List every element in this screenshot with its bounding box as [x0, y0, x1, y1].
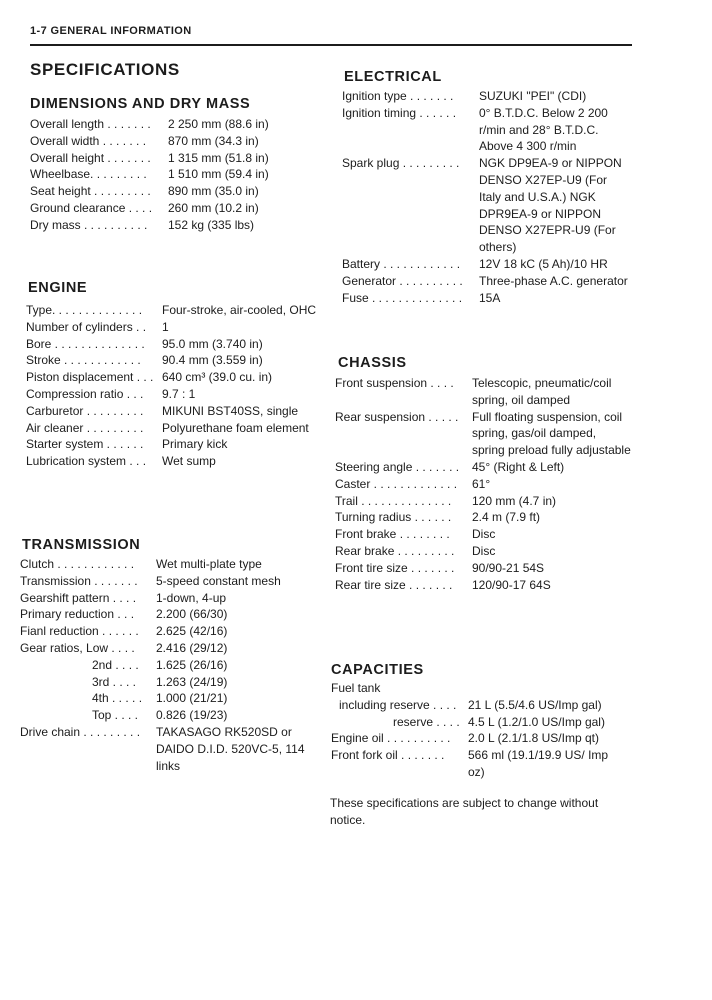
spec-label: 2nd . . . .: [92, 657, 139, 672]
transmission-row: [20, 573, 316, 590]
spec-value: Disc: [472, 543, 496, 558]
engine-row: [26, 386, 322, 403]
spec-value: 1.263 (24/19): [156, 674, 228, 689]
dimensions-row: [30, 166, 318, 183]
electrical-row: [342, 256, 629, 273]
engine-row: [26, 453, 322, 470]
chassis-row: [335, 493, 632, 510]
spec-value: SUZUKI "PEI" (CDI): [479, 89, 587, 103]
spec-label: Drive chain . . . . . . . . .: [20, 724, 141, 739]
spec-value: 260 mm (10.2 in): [168, 200, 259, 215]
spec-label: Type. . . . . . . . . . . . . .: [26, 303, 143, 317]
engine-row: [26, 352, 322, 369]
spec-label: Overall width . . . . . . .: [30, 133, 147, 148]
section-title-dimensions: DIMENSIONS AND DRY MASS: [30, 96, 251, 112]
spec-value: 61°: [472, 476, 491, 491]
dimensions-row: [30, 200, 318, 217]
engine-table: [26, 302, 322, 470]
spec-label: Trail . . . . . . . . . . . . . .: [335, 493, 452, 508]
spec-value: 1-down, 4-up: [156, 590, 227, 605]
spec-value: 120/90-17 64S: [472, 577, 551, 592]
spec-label: 4th . . . . .: [92, 691, 143, 706]
transmission-row: [20, 707, 316, 724]
spec-value: 640 cm³ (39.0 cu. in): [162, 370, 273, 385]
spec-value: 0° B.T.D.C. Below 2 200 r/min and 28° B.T.D.C. Above 4 300 r/min: [479, 105, 608, 154]
spec-value: Four-stroke, air-cooled, OHC: [162, 303, 317, 317]
spec-value: 21 L (5.5/4.6 US/Imp gal): [468, 697, 602, 712]
chassis-row: [335, 509, 632, 526]
spec-label: Number of cylinders . .: [26, 319, 147, 334]
spec-label: Transmission . . . . . . .: [20, 573, 138, 588]
engine-row: [26, 436, 322, 453]
transmission-row: [20, 590, 316, 607]
spec-label: Wheelbase. . . . . . . . .: [30, 167, 147, 182]
capacities-row: [331, 747, 626, 781]
spec-label: Lubrication system . . .: [26, 454, 147, 469]
transmission-table: [20, 556, 316, 774]
spec-value: Full floating suspension, coil spring, gas/oil damped, spring preload fully adjustable: [472, 409, 631, 458]
spec-value: 4.5 L (1.2/1.0 US/Imp gal): [468, 714, 605, 729]
transmission-row: [20, 657, 316, 674]
spec-label: Starter system . . . . . .: [26, 437, 144, 452]
spec-value: 566 ml (19.1/19.9 US/ Imp oz): [468, 748, 609, 779]
page-title: SPECIFICATIONS: [30, 60, 180, 79]
spec-label: Front brake . . . . . . . .: [335, 527, 450, 542]
spec-label: Battery . . . . . . . . . . . .: [342, 256, 461, 271]
disclaimer-note: These specifications are subject to change without notice.: [330, 796, 599, 827]
spec-label: Air cleaner . . . . . . . . .: [26, 420, 144, 435]
spec-value: 90.4 mm (3.559 in): [162, 353, 263, 368]
spec-value: Telescopic, pneumatic/coil spring, oil damped: [472, 376, 612, 407]
chassis-row: [335, 560, 632, 577]
spec-label: Gearshift pattern . . . .: [20, 590, 137, 605]
chassis-row: [335, 409, 632, 459]
chassis-row: [335, 543, 632, 560]
spec-value: Polyurethane foam element: [162, 420, 309, 435]
dimensions-table: [30, 116, 318, 234]
spec-value: [380, 680, 538, 697]
capacities-table: [331, 680, 626, 781]
spec-label: Rear suspension . . . . .: [335, 409, 459, 424]
spec-label: Clutch . . . . . . . . . . . .: [20, 557, 135, 571]
dimensions-row: [30, 116, 318, 133]
spec-value: 15A: [479, 290, 501, 305]
capacities-row: [331, 697, 626, 714]
spec-label: Engine oil . . . . . . . . . .: [331, 731, 451, 746]
spec-label: Spark plug . . . . . . . . .: [342, 156, 460, 171]
spec-label: Steering angle . . . . . . .: [335, 459, 460, 474]
spec-value: 2.416 (29/12): [156, 640, 228, 655]
spec-label: Caster . . . . . . . . . . . . .: [335, 476, 458, 491]
spec-label: Stroke . . . . . . . . . . . .: [26, 353, 141, 368]
engine-row: [26, 302, 322, 319]
chassis-row: [335, 577, 632, 594]
dimensions-row: [30, 183, 318, 200]
spec-value: Disc: [472, 527, 496, 542]
spec-value: 1.000 (21/21): [156, 691, 228, 706]
spec-label: Turning radius . . . . . .: [335, 510, 452, 525]
spec-label: Front suspension . . . .: [335, 376, 454, 390]
spec-value: 2 250 mm (88.6 in): [168, 117, 269, 131]
page-header-text: 1-7 GENERAL INFORMATION: [30, 25, 192, 37]
transmission-row: [20, 556, 316, 573]
spec-label: Fianl reduction . . . . . .: [20, 624, 139, 639]
spec-label: Front tire size . . . . . . .: [335, 560, 455, 575]
spec-label: Generator . . . . . . . . . .: [342, 273, 463, 288]
spec-label: Primary reduction . . .: [20, 607, 135, 622]
electrical-row: [342, 290, 629, 307]
spec-value: Wet multi-plate type: [156, 557, 262, 571]
engine-row: [26, 403, 322, 420]
chassis-row: [335, 526, 632, 543]
chassis-table: [335, 375, 632, 593]
spec-value: 2.0 L (2.1/1.8 US/Imp qt): [468, 731, 599, 746]
transmission-row: [20, 640, 316, 657]
spec-value: Primary kick: [162, 437, 228, 452]
spec-value: 1 315 mm (51.8 in): [168, 150, 269, 165]
capacities-row: [331, 714, 626, 731]
spec-value: TAKASAGO RK520SD or DAIDO D.I.D. 520VC-5, 114 links: [156, 724, 305, 773]
spec-label: Ignition timing . . . . . .: [342, 105, 457, 120]
spec-label: Gear ratios, Low . . . .: [20, 640, 135, 655]
spec-label: Bore . . . . . . . . . . . . . .: [26, 336, 145, 351]
spec-label: Fuel tank: [331, 681, 381, 695]
engine-row: [26, 420, 322, 437]
transmission-row: [20, 724, 316, 774]
spec-label: including reserve . . . .: [339, 697, 457, 712]
spec-label: Fuse . . . . . . . . . . . . . .: [342, 290, 463, 305]
spec-value: 5-speed constant mesh: [156, 573, 281, 588]
spec-label: Top . . . .: [92, 708, 139, 723]
spec-value: MIKUNI BST40SS, single: [162, 403, 299, 418]
section-title-engine: ENGINE: [28, 280, 88, 296]
spec-label: Overall height . . . . . . .: [30, 150, 151, 165]
engine-row: [26, 369, 322, 386]
spec-value: 152 kg (335 lbs): [168, 217, 255, 232]
section-title-capacities: CAPACITIES: [331, 662, 424, 678]
electrical-row: [342, 273, 629, 290]
chassis-row: [335, 476, 632, 493]
spec-label: Seat height . . . . . . . . .: [30, 184, 151, 199]
spec-label: Ignition type . . . . . . .: [342, 89, 454, 103]
spec-value: 1: [162, 319, 169, 334]
chassis-row: [335, 459, 632, 476]
spec-value: 1.625 (26/16): [156, 657, 228, 672]
spec-label: Piston displacement . . .: [26, 370, 154, 385]
spec-value: Three-phase A.C. generator: [479, 273, 628, 288]
transmission-row: [20, 674, 316, 691]
spec-value: 45° (Right & Left): [472, 459, 565, 474]
engine-row: [26, 319, 322, 336]
spec-value: 0.826 (19/23): [156, 708, 228, 723]
transmission-row: [20, 690, 316, 707]
spec-value: 2.625 (42/16): [156, 624, 228, 639]
transmission-row: [20, 623, 316, 640]
electrical-row: [342, 88, 629, 105]
electrical-row: [342, 155, 629, 256]
spec-label: Overall length . . . . . . .: [30, 117, 151, 131]
engine-row: [26, 336, 322, 353]
electrical-table: [342, 88, 629, 306]
capacities-row: [331, 680, 626, 697]
spec-label: Front fork oil . . . . . . .: [331, 748, 445, 763]
section-title-chassis: CHASSIS: [338, 355, 407, 371]
transmission-row: [20, 606, 316, 623]
spec-label: Compression ratio . . .: [26, 386, 144, 401]
spec-label: Rear brake . . . . . . . . .: [335, 543, 455, 558]
chassis-row: [335, 375, 632, 409]
spec-label: Dry mass . . . . . . . . . .: [30, 217, 148, 232]
spec-value: 2.200 (66/30): [156, 607, 228, 622]
spec-value: 1 510 mm (59.4 in): [168, 167, 269, 182]
dimensions-row: [30, 150, 318, 167]
capacities-row: [331, 730, 626, 747]
electrical-row: [342, 105, 629, 155]
spec-value: NGK DP9EA-9 or NIPPON DENSO X27EP-U9 (For Italy and U.S.A.) NGK DPR9EA-9 or NIPPON DENSO X27EPR-U9 (For others): [479, 156, 622, 255]
spec-value: 12V 18 kC (5 Ah)/10 HR: [479, 256, 608, 271]
page-header: [30, 18, 632, 46]
spec-value: Wet sump: [162, 454, 216, 469]
spec-label: Carburetor . . . . . . . . .: [26, 403, 144, 418]
spec-value: 870 mm (34.3 in): [168, 133, 259, 148]
spec-value: 2.4 m (7.9 ft): [472, 510, 541, 525]
spec-label: Rear tire size . . . . . . .: [335, 577, 453, 592]
spec-value: 890 mm (35.0 in): [168, 184, 259, 199]
dimensions-row: [30, 217, 318, 234]
spec-value: 120 mm (4.7 in): [472, 493, 557, 508]
spec-label: Ground clearance . . . .: [30, 200, 153, 215]
spec-value: 9.7 : 1: [162, 386, 196, 401]
spec-label: 3rd . . . .: [92, 674, 137, 689]
spec-value: 95.0 mm (3.740 in): [162, 336, 263, 351]
section-title-electrical: ELECTRICAL: [344, 69, 442, 85]
dimensions-row: [30, 133, 318, 150]
spec-value: 90/90-21 54S: [472, 560, 545, 575]
spec-label: reserve . . . .: [393, 714, 460, 729]
section-title-transmission: TRANSMISSION: [22, 537, 141, 553]
